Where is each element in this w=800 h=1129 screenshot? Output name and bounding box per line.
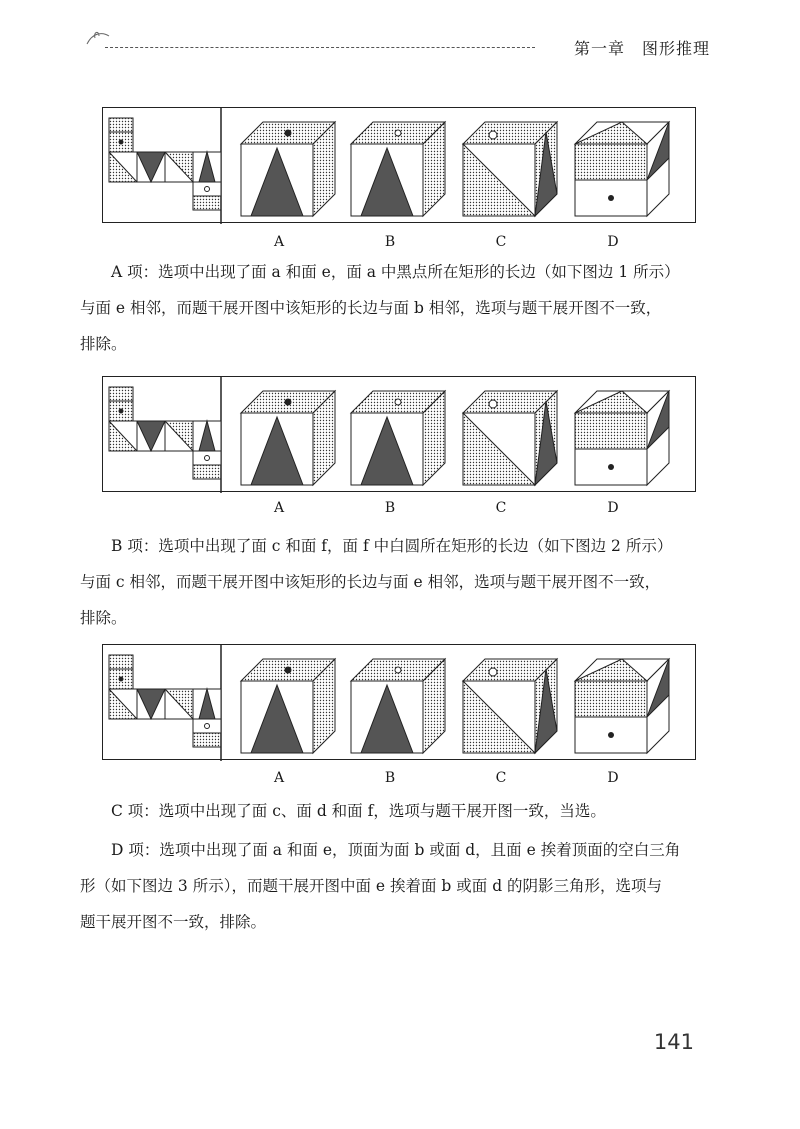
paragraph-line: 题干展开图不一致，排除。	[80, 913, 267, 931]
paragraph-line: 与面 e 相邻，而题干展开图中该矩形的长边与面 b 相邻，选项与题干展开图不一致，	[80, 299, 662, 317]
option-label-b: B	[384, 770, 396, 786]
figure-3-drawing	[103, 645, 697, 761]
black-dot	[608, 732, 614, 738]
white-circle	[395, 667, 401, 673]
figure-1	[102, 107, 696, 223]
figure-1-drawing	[103, 108, 697, 224]
white-circle	[489, 131, 497, 139]
option-label-c: C	[495, 770, 507, 786]
black-dot	[285, 130, 291, 136]
net-face-f-lower	[193, 196, 221, 210]
black-dot	[119, 140, 124, 145]
net-face-f-lower	[193, 733, 221, 747]
page-header	[85, 28, 710, 64]
option-label-d: D	[607, 234, 619, 250]
option-label-a: A	[273, 500, 285, 516]
black-dot	[608, 464, 614, 470]
option-label-c: C	[495, 500, 507, 516]
paragraph-d-explanation	[80, 832, 716, 940]
white-circle	[489, 400, 497, 408]
figure-2	[102, 376, 696, 492]
cube-upper-band	[575, 681, 647, 717]
white-circle	[205, 724, 210, 729]
option-label-d: D	[607, 770, 619, 786]
figure-2-drawing	[103, 377, 697, 493]
figure-2-option-labels	[102, 500, 696, 520]
paragraph-b-explanation	[80, 528, 716, 636]
black-dot	[285, 667, 291, 673]
black-dot	[119, 677, 124, 682]
option-label-b: B	[384, 500, 396, 516]
option-label-a: A	[273, 234, 285, 250]
net-face-a	[109, 118, 133, 132]
page-number: 141	[653, 1030, 694, 1054]
white-circle	[395, 130, 401, 136]
paragraph-line: C 项：选项中出现了面 c、面 d 和面 f，选项与题干展开图一致，当选。	[111, 802, 606, 820]
figure-1-option-labels	[102, 234, 696, 254]
leaf-ornament-icon	[85, 28, 111, 48]
option-label-b: B	[384, 234, 396, 250]
option-label-d: D	[607, 500, 619, 516]
paragraph-line: 形（如下图边 3 所示），而题干展开图中面 e 挨着面 b 或面 d 的阴影三角形，选项与	[80, 877, 663, 895]
cube-upper-band	[575, 413, 647, 449]
header-rule	[105, 47, 535, 48]
black-dot	[119, 409, 124, 414]
paragraph-line: 排除。	[80, 609, 127, 627]
white-circle	[205, 187, 210, 192]
net-face-f-lower	[193, 465, 221, 479]
paragraph-line: D 项：选项中出现了面 a 和面 e，顶面为面 b 或面 d，且面 e 挨着顶面的空白三角	[111, 841, 681, 859]
white-circle	[489, 668, 497, 676]
net-face-a	[109, 387, 133, 401]
option-label-a: A	[273, 770, 285, 786]
paragraph-line: 排除。	[80, 335, 127, 353]
white-circle	[395, 399, 401, 405]
chapter-title: 第一章 图形推理	[573, 39, 710, 58]
paragraph-line: A 项：选项中出现了面 a 和面 e，面 a 中黑点所在矩形的长边（如下图边 1 所示）	[111, 263, 680, 281]
net-face-a	[109, 655, 133, 669]
paragraph-c-explanation	[80, 793, 716, 829]
black-dot	[608, 195, 614, 201]
white-circle	[205, 456, 210, 461]
option-label-c: C	[495, 234, 507, 250]
cube-upper-band	[575, 144, 647, 180]
black-dot	[285, 399, 291, 405]
paragraph-a-explanation	[80, 254, 716, 362]
paragraph-line: 与面 c 相邻，而题干展开图中该矩形的长边与面 e 相邻，选项与题干展开图不一致，	[80, 573, 661, 591]
figure-3	[102, 644, 696, 760]
figure-3-option-labels	[102, 770, 696, 790]
paragraph-line: B 项：选项中出现了面 c 和面 f，面 f 中白圆所在矩形的长边（如下图边 2 所示）	[111, 537, 673, 555]
